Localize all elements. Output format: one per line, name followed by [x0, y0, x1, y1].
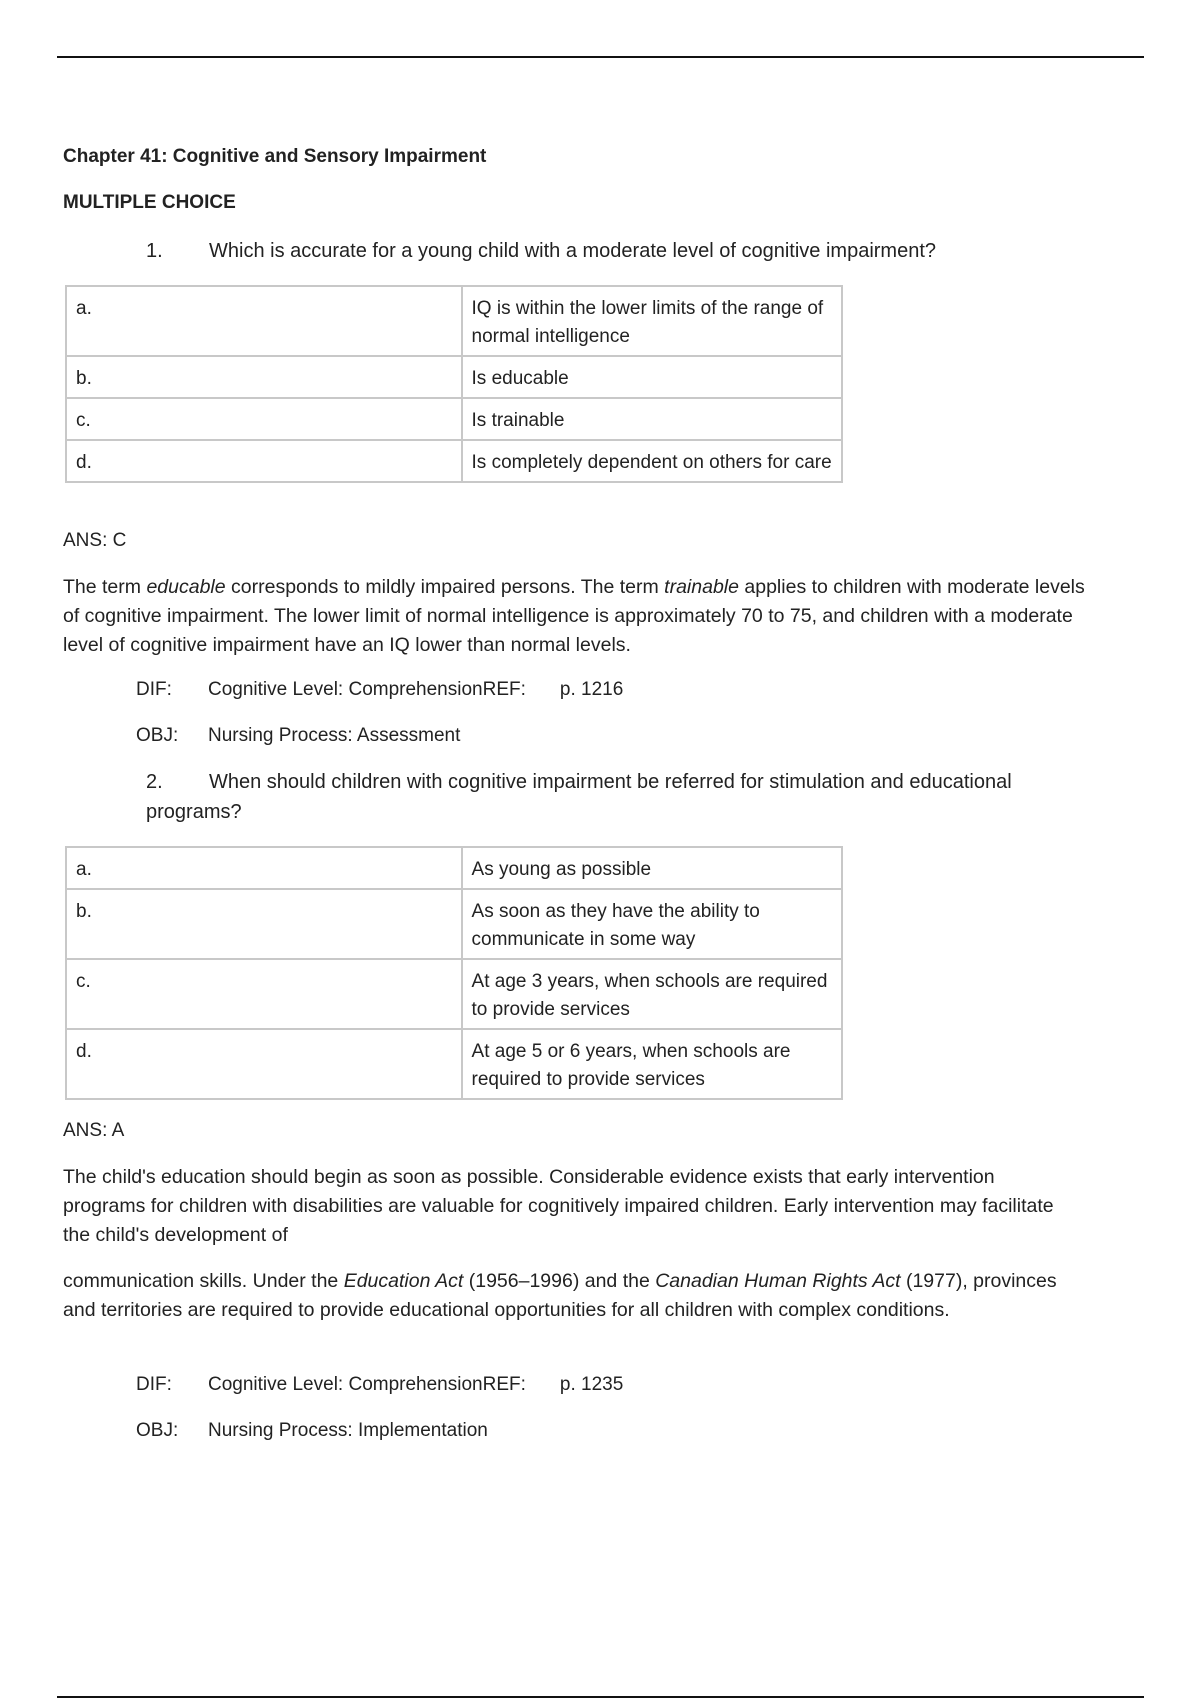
answer-1: ANS: C — [63, 530, 127, 551]
dif-value: Cognitive Level: ComprehensionREF: — [208, 679, 526, 700]
question-2 — [146, 767, 1066, 827]
top-rule — [57, 56, 1144, 58]
section-title: MULTIPLE CHOICE — [63, 192, 236, 213]
choice-text: Is educable — [462, 356, 842, 398]
rationale-1 — [63, 573, 1103, 660]
choice-row — [66, 889, 842, 959]
rationale-2-part-1: The child's education should begin as soon as possible. Considerable evidence exists that early intervention programs for children with disabilities are valuable for cognitively impaired children. Early intervention may facilitate the child's development of — [63, 1166, 1054, 1246]
answer-2: ANS: A — [63, 1120, 125, 1141]
choice-text: Is completely dependent on others for care — [462, 440, 842, 482]
rationale-text: corresponds to mildly impaired persons. The term — [225, 576, 665, 598]
choice-letter: a. — [66, 847, 462, 889]
objective-line-1 — [136, 722, 460, 750]
choice-text: IQ is within the lower limits of the range of normal intelligence — [462, 286, 842, 356]
rationale-text: (1956–1996) and the — [463, 1270, 656, 1292]
question-1 — [146, 236, 1006, 266]
ref-value: p. 1235 — [559, 1374, 624, 1395]
question-text: When should children with cognitive impairment be referred for stimulation and educational programs? — [146, 771, 1012, 823]
obj-value: Nursing Process: Implementation — [208, 1420, 488, 1441]
objective-line-2 — [136, 1417, 488, 1445]
choice-row — [66, 440, 842, 482]
act-title: Education Act — [343, 1270, 464, 1292]
term-trainable: trainable — [664, 576, 739, 598]
question-text: Which is accurate for a young child with a moderate level of cognitive impairment? — [209, 240, 937, 262]
choice-text: As soon as they have the ability to communicate in some way — [462, 889, 842, 959]
question-number: 1. — [146, 240, 163, 262]
choice-letter: c. — [66, 959, 462, 1029]
dif-label: DIF: — [136, 1374, 172, 1395]
ref-value: p. 1216 — [559, 679, 624, 700]
choice-text: As young as possible — [462, 847, 842, 889]
bottom-rule — [57, 1696, 1144, 1698]
choice-text: At age 5 or 6 years, when schools are required to provide services — [462, 1029, 842, 1099]
choice-row — [66, 398, 842, 440]
choice-letter: c. — [66, 398, 462, 440]
term-educable: educable — [146, 576, 226, 598]
choice-letter: d. — [66, 1029, 462, 1099]
chapter-title: Chapter 41: Cognitive and Sensory Impairment — [63, 146, 487, 167]
choice-row — [66, 847, 842, 889]
choice-letter: b. — [66, 889, 462, 959]
choice-row — [66, 286, 842, 356]
choice-letter: b. — [66, 356, 462, 398]
obj-label: OBJ: — [136, 1420, 179, 1441]
obj-value: Nursing Process: Assessment — [208, 725, 461, 746]
obj-label: OBJ: — [136, 725, 179, 746]
choice-text: At age 3 years, when schools are required to provide services — [462, 959, 842, 1029]
dif-value: Cognitive Level: ComprehensionREF: — [208, 1374, 526, 1395]
choices-table-2 — [65, 846, 843, 1100]
difficulty-line-1 — [136, 676, 623, 704]
act-title: Canadian Human Rights Act — [655, 1270, 901, 1292]
rationale-text: applies to children with moderate levels of cognitive impairment. The lower limit of normal intelligence is approximately 70 to 75, and children with a moderate level of cognitive impairment have an IQ lower than normal levels. — [63, 576, 1085, 656]
difficulty-line-2 — [136, 1371, 623, 1399]
choice-row — [66, 1029, 842, 1099]
question-number: 2. — [146, 771, 163, 793]
choice-letter: a. — [66, 286, 462, 356]
choice-row — [66, 959, 842, 1029]
choice-text: Is trainable — [462, 398, 842, 440]
dif-label: DIF: — [136, 679, 172, 700]
rationale-text: communication skills. Under the — [63, 1270, 344, 1292]
choices-table-1 — [65, 285, 843, 483]
choice-letter: d. — [66, 440, 462, 482]
rationale-2-part-2 — [63, 1267, 1063, 1325]
choice-row — [66, 356, 842, 398]
rationale-text: The term — [63, 576, 147, 598]
rationale-text: (1977), provinces and territories are required to provide educational opportunities for all children with complex conditions. — [63, 1270, 1057, 1321]
